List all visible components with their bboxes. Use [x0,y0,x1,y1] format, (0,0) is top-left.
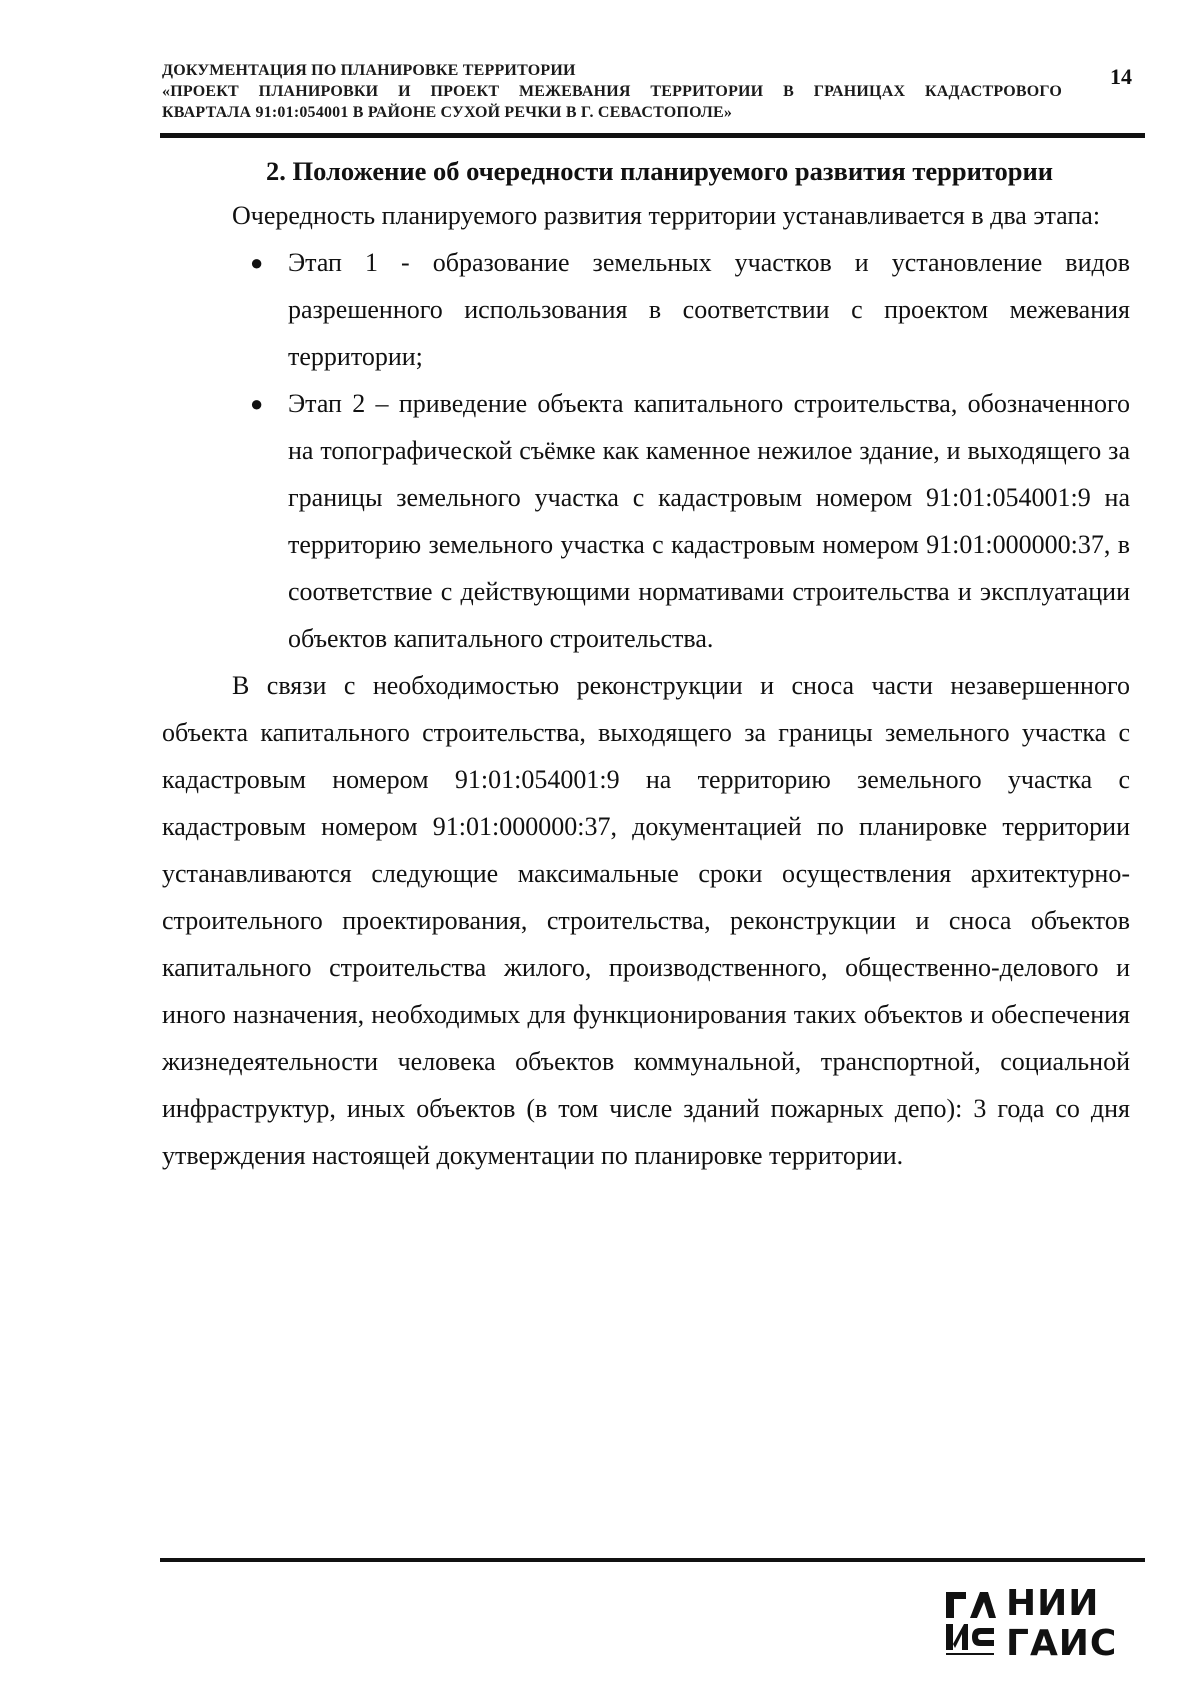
logo-line2: ГАИС [1006,1623,1118,1664]
gais-emblem-icon [944,1588,996,1658]
closing-paragraph: В связи с необходимостью реконструкции и сноса части незавершенного объекта капитального строительства, выходящего за границы земельного участка с кадастровым номером 91:01:054001:9 на территорию земельного участка с кадастровым номером 91:01:000000:37, документацией по планировке территории устанавливаются следующие максимальные сроки осуществления архитектурно-строительного проектирования, строительства, реконструкции и сноса объектов капитального строительства жилого, производственного, общественно-делового и иного назначения, необходимых для функционирования таких объектов и обеспечения жизнедеятельности человека объектов коммунальной, транспортной, социальной инфраструктур, иных объектов (в том числе зданий пожарных депо): 3 года со дня утверждения настоящей документации по планировке территории. [162,671,1130,1170]
header-title-line1: ДОКУМЕНТАЦИЯ ПО ПЛАНИРОВКЕ ТЕРРИТОРИИ [162,62,576,79]
logo-line1: НИИ [1006,1583,1100,1624]
document-header [162,60,1062,123]
list-item [250,239,1130,380]
header-divider [160,133,1145,138]
bullet-icon: ● [250,391,264,416]
logo-wordmark [1006,1584,1117,1664]
stage-1-text: Этап 1 - образование земельных участков и установление видов разрешенного использования в соответствии с проектом межевания территории; [288,248,1130,371]
nii-gais-logo [944,1583,1144,1664]
intro-paragraph: Очередность планируемого развития территории устанавливается в два этапа: [232,201,1101,230]
document-body [162,150,1130,1179]
section-heading: 2. Положение об очередности планируемого развития территории [266,156,1054,186]
page-number: 14 [1110,64,1132,89]
stages-list [162,239,1130,662]
bullet-icon: ● [250,250,264,275]
stage-2-text: Этап 2 – приведение объекта капитального строительства, обозначенного на топографической съёмке как каменное нежилое здание, и выходящего за границы земельного участка с кадастровым номером 91:01:054001:9 на территорию земельного участка с кадастровым номером 91:01:000000:37, в соответствие с действующими нормативами строительства и эксплуатации объектов капитального строительства. [288,389,1130,653]
header-title-line2: «ПРОЕКТ ПЛАНИРОВКИ И ПРОЕКТ МЕЖЕВАНИЯ ТЕРРИТОРИИ В ГРАНИЦАХ КАДАСТРОВОГО [162,83,1062,100]
header-title-line3: КВАРТАЛА 91:01:054001 В РАЙОНЕ СУХОЙ РЕЧКИ В Г. СЕВАСТОПОЛЕ» [162,104,733,121]
footer-divider [160,1558,1145,1562]
list-item [250,380,1130,662]
